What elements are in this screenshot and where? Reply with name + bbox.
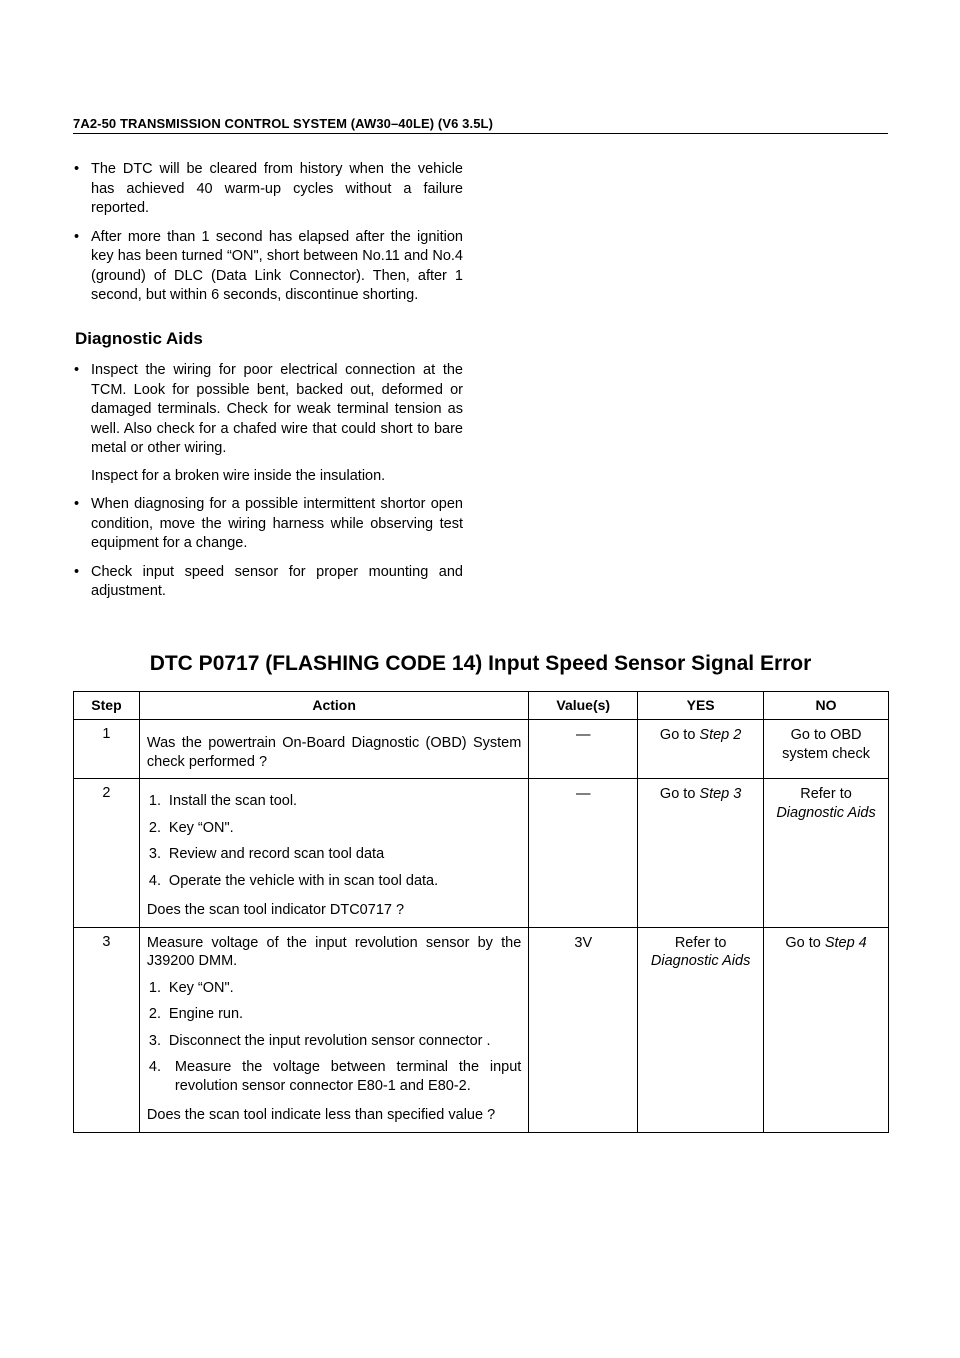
bullet-dot: • xyxy=(74,228,80,245)
aid-continuation: Inspect for a broken wire inside the insulation. xyxy=(91,467,386,484)
action-question: Does the scan tool indicate less than specified value ? xyxy=(146,1107,496,1123)
substep: 4. Operate the vehicle with in scan tool data. xyxy=(148,872,439,889)
step-number: 1 xyxy=(74,720,140,779)
table-row xyxy=(74,927,889,1132)
header-yes: YES xyxy=(638,692,764,720)
substep: 1. Key “ON". xyxy=(148,979,234,996)
aid-bullet: • When diagnosing for a possible intermittent shortor open condition, move the wiring harness while observing test equipment for a change. xyxy=(74,496,463,551)
yes-cell: Go to Step 2 xyxy=(638,720,764,779)
substep: 3. Review and record scan tool data xyxy=(148,846,385,862)
header-action: Action xyxy=(139,692,528,720)
value-cell: — xyxy=(529,720,638,779)
action-lead: Measure voltage of the input revolution sensor by the J39200 DMM. xyxy=(146,934,522,969)
step-number: 3 xyxy=(74,927,140,1132)
intro-bullet: • The DTC will be cleared from history when the vehicle has achieved 40 warm-up cycles without a failure reported. xyxy=(74,161,463,216)
table-header-row xyxy=(74,692,889,720)
diagnostic-aids-heading: Diagnostic Aids xyxy=(75,328,203,348)
step-link: Step 3 xyxy=(699,786,742,802)
table-row xyxy=(74,720,889,779)
no-cell: Refer to Diagnostic Aids xyxy=(764,779,889,928)
bullet-dot: • xyxy=(74,362,80,378)
header-values: Value(s) xyxy=(529,692,638,720)
substep-list xyxy=(147,792,521,890)
table-row xyxy=(74,779,889,928)
step-link: Step 4 xyxy=(824,934,867,951)
action-cell xyxy=(139,779,528,928)
step-link: Step 2 xyxy=(699,727,742,743)
value-cell: — xyxy=(529,779,638,928)
bullet-dot: • xyxy=(74,563,80,580)
action-question: Does the scan tool indicator DTC0717 ? xyxy=(146,902,405,918)
no-cell: Go to Step 4 xyxy=(764,927,889,1132)
aid-bullet: • Check input speed sensor for proper mounting and adjustment. xyxy=(74,563,463,599)
aid-bullet: • Inspect the wiring for poor electrical connection at the TCM. Look for possible bent, backed out, deformed or damaged terminals. Check for weak terminal tension as well. Also check for a chafed wire that could short to bare metal or other wiring. Inspect for a broken wire inside the insulation. xyxy=(73,361,463,486)
left-column xyxy=(73,160,463,611)
bullet-dot: • xyxy=(74,161,80,177)
intro-bullet: • After more than 1 second has elapsed after the ignition key has been turned “ON", short between No.11 and No.4 (ground) of DLC (Data Link Connector). Then, after 1 second, but within 6 seconds, discontinue shorting. xyxy=(74,228,463,303)
action-cell xyxy=(139,720,528,779)
diagnostic-aids-link: Diagnostic Aids xyxy=(650,953,751,969)
substep-list xyxy=(147,979,521,1096)
no-cell: Go to OBD system check xyxy=(764,720,889,779)
substep: 4. Measure the voltage between terminal the input revolution sensor connector E80-1 and E80-2. xyxy=(148,1059,522,1094)
substep: 3. Disconnect the input revolution sensor connector . xyxy=(148,1032,491,1049)
diagnostic-table xyxy=(73,691,889,1133)
header-step: Step xyxy=(74,692,140,720)
yes-cell: Refer to Diagnostic Aids xyxy=(638,927,764,1132)
header-no: NO xyxy=(764,692,889,720)
substep: 2. Key “ON". xyxy=(148,819,234,836)
substep: 1. Install the scan tool. xyxy=(148,793,298,809)
page-header: 7A2-50 TRANSMISSION CONTROL SYSTEM (AW30–40LE) (V6 3.5L) xyxy=(73,116,888,134)
substep: 2. Engine run. xyxy=(148,1006,244,1022)
bullet-dot: • xyxy=(74,496,80,512)
diagnostic-aids-link: Diagnostic Aids xyxy=(776,804,876,821)
value-cell: 3V xyxy=(529,927,638,1132)
action-question: Was the powertrain On-Board Diagnostic (OBD) System check performed ? xyxy=(146,735,522,770)
action-cell xyxy=(139,927,528,1132)
dtc-title: DTC P0717 (FLASHING CODE 14) Input Speed Sensor Signal Error xyxy=(149,652,812,675)
step-number: 2 xyxy=(74,779,140,928)
yes-cell: Go to Step 3 xyxy=(638,779,764,928)
